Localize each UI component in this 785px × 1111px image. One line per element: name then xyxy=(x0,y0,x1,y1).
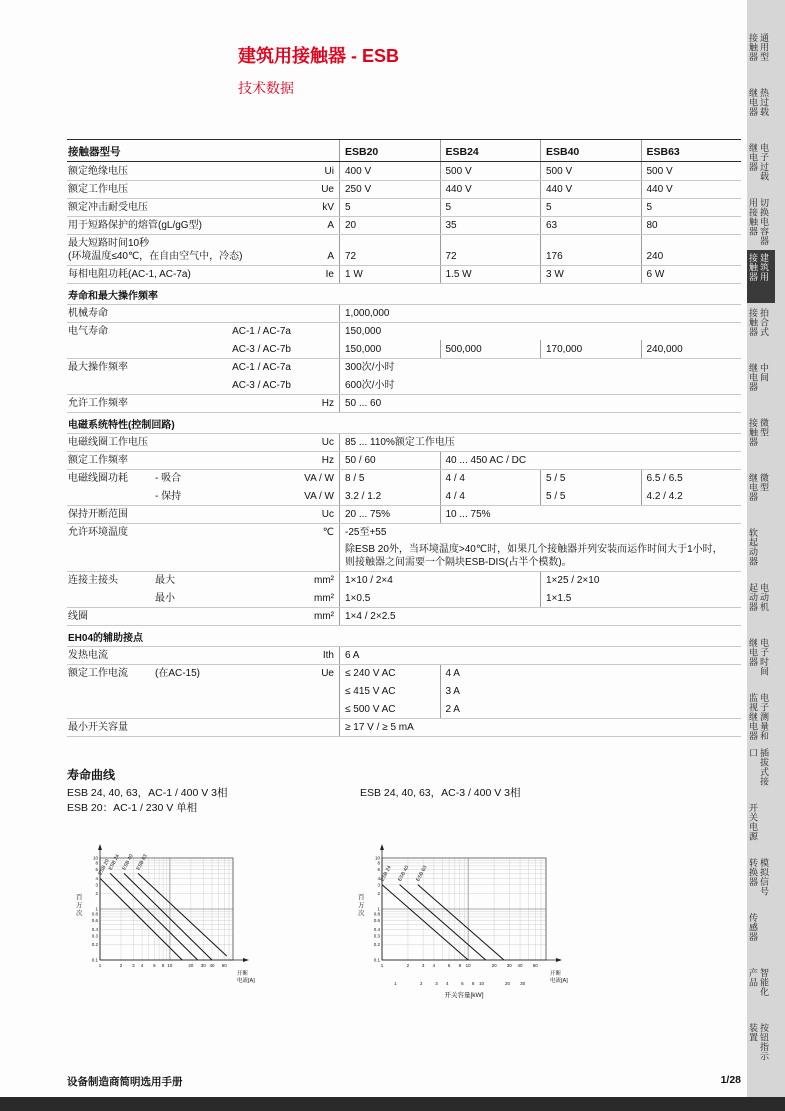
table-cell: ≤ 500 V AC xyxy=(339,700,440,718)
svg-text:20: 20 xyxy=(491,963,497,968)
table-row: 最大短路时间10秒 (环境温度≤40℃，在自由空气中，冷态) A 72 72 176 240 xyxy=(67,234,741,265)
table-row xyxy=(67,682,741,700)
svg-text:次: 次 xyxy=(358,910,365,917)
svg-text:2: 2 xyxy=(95,891,98,897)
table-row: 每相电阻功耗(AC-1, AC-7a) Ie 1 W 1.5 W 3 W 6 W xyxy=(67,265,741,283)
sidebar-tab-14[interactable]: 插拔式接 口 xyxy=(748,748,769,786)
svg-text:ESB 40: ESB 40 xyxy=(121,853,135,872)
svg-text:0.1: 0.1 xyxy=(373,957,380,963)
table-row: 电气寿命 AC-1 / AC-7a 150,000 xyxy=(67,322,741,340)
table-cell: 500 V xyxy=(540,162,641,180)
table-cell: 3 W xyxy=(540,266,641,283)
bottom-bar xyxy=(0,1097,785,1111)
table-cell: 72 xyxy=(339,235,440,265)
svg-text:30: 30 xyxy=(520,981,526,986)
table-cell: 1×10 / 2×4 xyxy=(339,572,540,589)
svg-text:开断: 开断 xyxy=(550,971,562,977)
svg-text:60: 60 xyxy=(221,963,227,968)
table-cell: 50 ... 60 xyxy=(339,395,741,412)
table-cell: 150,000 xyxy=(339,323,741,340)
svg-text:6: 6 xyxy=(461,981,464,986)
svg-text:10: 10 xyxy=(92,855,98,861)
table-cell: 5 / 5 xyxy=(540,470,641,487)
table-row: 最大操作频率 AC-1 / AC-7a 300次/小时 xyxy=(67,358,741,376)
table-cell: 5 xyxy=(339,199,440,216)
table-row: 连接主接头 最大 mm² 1×10 / 2×4 1×25 / 2×10 xyxy=(67,571,741,589)
svg-text:30: 30 xyxy=(200,963,206,968)
svg-text:1: 1 xyxy=(380,963,384,968)
svg-text:10: 10 xyxy=(479,981,485,986)
table-cell: 1×1.5 xyxy=(540,589,741,607)
sidebar-tab-19[interactable]: 按钮指示 装置 xyxy=(748,1023,769,1061)
category-sidebar xyxy=(747,0,785,1097)
svg-text:8: 8 xyxy=(95,860,98,866)
table-cell: 50 / 60 xyxy=(339,452,440,469)
table-cell: 440 V xyxy=(641,181,742,198)
sidebar-tab-7[interactable]: 中间 继电器 xyxy=(748,363,769,392)
svg-text:0.3: 0.3 xyxy=(91,933,98,939)
svg-text:20: 20 xyxy=(188,963,194,968)
table-cell: 85 ... 110%额定工作电压 xyxy=(339,434,741,451)
table-cell: 6 W xyxy=(641,266,742,283)
table-cell: 1 W xyxy=(339,266,440,283)
table-cell: 40 ... 450 AC / DC xyxy=(440,452,742,469)
sidebar-tab-5[interactable]: 建筑用 接触器 xyxy=(747,250,775,303)
table-row: 电磁线圈功耗 - 吸合 VA / W 8 / 5 4 / 4 5 / 5 6.5 / 6.5 xyxy=(67,469,741,487)
svg-text:百: 百 xyxy=(76,894,83,901)
table-cell: 150,000 xyxy=(339,340,440,358)
svg-text:电流[A]: 电流[A] xyxy=(550,978,568,984)
table-row: - 保持 VA / W 3.2 / 1.2 4 / 4 5 / 5 4.2 / 4.2 xyxy=(67,487,741,505)
table-cell: 10 ... 75% xyxy=(440,506,742,523)
page-title: 建筑用接触器 - ESB xyxy=(238,46,400,66)
footer-handbook-title: 设备制造商简明选用手册 xyxy=(67,1076,183,1088)
sidebar-tab-13[interactable]: 电子测量和 监视继电器 xyxy=(748,693,769,741)
life-curve-chart-ac3 xyxy=(350,832,608,1006)
table-cell: 20 xyxy=(339,217,440,234)
svg-text:次: 次 xyxy=(76,910,83,917)
table-row: 额定冲击耐受电压 kV 5 5 5 5 xyxy=(67,198,741,216)
page-subtitle: 技术数据 xyxy=(238,80,294,96)
table-cell: ≤ 415 V AC xyxy=(339,682,440,700)
footer-page-number: 1/28 xyxy=(720,1074,741,1086)
svg-text:30: 30 xyxy=(506,963,512,968)
table-cell: 500 V xyxy=(641,162,742,180)
svg-text:60: 60 xyxy=(532,963,538,968)
sidebar-tab-12[interactable]: 电子时间 继电器 xyxy=(748,638,769,676)
table-cell: 176 xyxy=(540,235,641,265)
svg-text:开关容量[kW]: 开关容量[kW] xyxy=(444,992,484,999)
svg-text:20: 20 xyxy=(504,981,510,986)
table-cell: 1×4 / 2×2.5 xyxy=(339,608,741,625)
svg-text:3: 3 xyxy=(435,981,438,986)
svg-text:2: 2 xyxy=(377,891,380,897)
sidebar-tab-18[interactable]: 智能化 产品 xyxy=(748,968,769,997)
sidebar-tab-1[interactable]: 通用型 接触器 xyxy=(748,33,769,62)
svg-text:百: 百 xyxy=(358,894,365,901)
table-row: 额定工作频率 Hz 50 / 60 40 ... 450 AC / DC xyxy=(67,451,741,469)
life-curve-caption-right: ESB 24, 40, 63，AC-3 / 400 V 3相 xyxy=(360,787,521,799)
svg-text:ESB 24: ESB 24 xyxy=(107,853,121,872)
table-section-row: 寿命和最大操作频率 xyxy=(67,283,741,304)
svg-text:电流[A]: 电流[A] xyxy=(237,978,255,984)
table-cell: 400 V xyxy=(339,162,440,180)
table-cell: 500,000 xyxy=(440,340,541,358)
table-cell: 80 xyxy=(641,217,742,234)
table-cell: 240 xyxy=(641,235,742,265)
sidebar-tab-2[interactable]: 热过载 继电器 xyxy=(748,88,769,117)
svg-text:4: 4 xyxy=(95,875,98,881)
svg-text:开断: 开断 xyxy=(237,971,249,977)
svg-text:4: 4 xyxy=(377,875,380,881)
svg-text:3: 3 xyxy=(421,963,425,968)
svg-text:0.2: 0.2 xyxy=(373,942,380,948)
svg-text:8: 8 xyxy=(377,860,380,866)
table-cell: 8 / 5 xyxy=(339,470,440,487)
svg-text:万: 万 xyxy=(76,902,83,909)
table-cell: 170,000 xyxy=(540,340,641,358)
sidebar-tab-3[interactable]: 电子过载 继电器 xyxy=(748,143,769,181)
sidebar-tab-11[interactable]: 电动机 起动器 xyxy=(748,583,769,612)
table-section-row: EH04的辅助接点 xyxy=(67,625,741,646)
table-cell: 3.2 / 1.2 xyxy=(339,487,440,505)
table-cell: 5 xyxy=(641,199,742,216)
table-row: 机械寿命 1,000,000 xyxy=(67,304,741,322)
life-curves-title: 寿命曲线 xyxy=(67,768,116,782)
svg-text:ESB 20: ESB 20 xyxy=(97,858,111,877)
sidebar-tab-4[interactable]: 切换电容器 用接触器 xyxy=(748,198,769,246)
table-cell: 1.5 W xyxy=(440,266,541,283)
table-cell: 6.5 / 6.5 xyxy=(641,470,742,487)
svg-text:3: 3 xyxy=(377,882,380,888)
table-row: 最小 mm² 1×0.5 1×1.5 xyxy=(67,589,741,607)
svg-text:8: 8 xyxy=(161,963,165,968)
table-cell: 440 V xyxy=(440,181,541,198)
table-cell: 72 xyxy=(440,235,541,265)
table-cell: 6 A xyxy=(339,647,741,664)
svg-text:0.3: 0.3 xyxy=(373,933,380,939)
life-curve-chart-ac1 xyxy=(70,832,282,988)
table-cell: 600次/小时 xyxy=(339,376,741,394)
table-row: 线圈 mm² 1×4 / 2×2.5 xyxy=(67,607,741,625)
table-row: AC-3 / AC-7b 150,000 500,000 170,000 240,000 xyxy=(67,340,741,358)
column-header: ESB24 xyxy=(440,140,541,161)
svg-text:0.8: 0.8 xyxy=(91,911,98,917)
table-row: 最小开关容量 ≥ 17 V / ≥ 5 mA xyxy=(67,718,741,736)
svg-text:ESB 24: ESB 24 xyxy=(379,864,393,883)
table-header-row: 接触器型号 ESB20 ESB24 ESB40 ESB63 xyxy=(67,139,741,162)
svg-text:2: 2 xyxy=(420,981,423,986)
table-cell: 除ESB 20外，当环境温度>40℃时，如果几个接触器并列安装而运作时间大于1小时， 则接触器之间需要一个隔块ESB-DIS(占半个模数)。 xyxy=(339,541,741,571)
table-cell: 500 V xyxy=(440,162,541,180)
table-cell: 5 xyxy=(540,199,641,216)
svg-text:2: 2 xyxy=(119,963,123,968)
table-row: 额定绝缘电压 Ui 400 V 500 V 500 V 500 V xyxy=(67,162,741,180)
life-curve-caption-left: ESB 24, 40, 63，AC-1 / 400 V 3相 ESB 20：AC-1 / 230 V 单相 xyxy=(67,787,228,814)
svg-text:10: 10 xyxy=(465,963,471,968)
svg-text:6: 6 xyxy=(153,963,156,968)
table-row: AC-3 / AC-7b 600次/小时 xyxy=(67,376,741,394)
svg-text:万: 万 xyxy=(358,902,365,909)
table-cell: 1×25 / 2×10 xyxy=(540,572,741,589)
table-section-row: 电磁系统特性(控制回路) xyxy=(67,412,741,433)
svg-text:2: 2 xyxy=(406,963,410,968)
table-cell: 1×0.5 xyxy=(339,589,540,607)
table-cell: 35 xyxy=(440,217,541,234)
column-header: ESB20 xyxy=(339,140,440,161)
svg-text:ESB 63: ESB 63 xyxy=(135,853,149,872)
svg-text:1: 1 xyxy=(394,981,397,986)
svg-text:3: 3 xyxy=(132,963,135,968)
svg-text:1: 1 xyxy=(95,906,98,912)
svg-text:8: 8 xyxy=(471,981,475,986)
table-cell: 300次/小时 xyxy=(339,359,741,376)
table-row: 额定工作电压 Ue 250 V 440 V 440 V 440 V xyxy=(67,180,741,198)
sidebar-tab-17[interactable]: 传感器 xyxy=(748,913,758,942)
svg-text:0.4: 0.4 xyxy=(373,926,380,932)
table-cell: 440 V xyxy=(540,181,641,198)
table-row: 发热电流 Ith 6 A xyxy=(67,646,741,664)
sidebar-tab-6[interactable]: 拍合式 接触器 xyxy=(748,308,769,337)
table-cell: -25至+55 xyxy=(339,524,741,541)
svg-text:1: 1 xyxy=(98,963,102,968)
sidebar-tab-9[interactable]: 微型 继电器 xyxy=(748,473,769,502)
table-cell: 4 A xyxy=(440,665,742,682)
table-cell: ≤ 240 V AC xyxy=(339,665,440,682)
svg-text:1: 1 xyxy=(377,906,380,912)
page-footer xyxy=(67,1074,741,1089)
svg-text:10: 10 xyxy=(374,855,380,861)
column-header: ESB40 xyxy=(540,140,641,161)
svg-text:0.6: 0.6 xyxy=(91,917,98,923)
svg-text:4: 4 xyxy=(432,963,436,968)
svg-text:8: 8 xyxy=(458,963,462,968)
svg-text:3: 3 xyxy=(95,882,98,888)
svg-text:40: 40 xyxy=(209,963,215,968)
table-row: 保持开断范围 Uc 20 ... 75% 10 ... 75% xyxy=(67,505,741,523)
table-cell: 5 / 5 xyxy=(540,487,641,505)
svg-text:0.1: 0.1 xyxy=(91,957,98,963)
table-cell: 4 / 4 xyxy=(440,470,541,487)
table-cell: 250 V xyxy=(339,181,440,198)
table-row: 允许环境温度 ℃ -25至+55 xyxy=(67,523,741,541)
table-cell: 2 A xyxy=(440,700,742,718)
sidebar-tab-16[interactable]: 模拟信号 转换器 xyxy=(748,858,769,896)
svg-text:0.4: 0.4 xyxy=(91,926,98,932)
svg-text:6: 6 xyxy=(447,963,451,968)
svg-text:10: 10 xyxy=(167,963,173,968)
table-cell: 240,000 xyxy=(641,340,742,358)
table-row: 允许工作频率 Hz 50 ... 60 xyxy=(67,394,741,412)
table-cell: ≥ 17 V / ≥ 5 mA xyxy=(339,719,741,736)
svg-text:6: 6 xyxy=(95,866,98,872)
svg-text:40: 40 xyxy=(517,963,523,968)
column-header: ESB63 xyxy=(641,140,742,161)
table-row xyxy=(67,700,741,718)
table-cell: 5 xyxy=(440,199,541,216)
technical-data-table xyxy=(67,139,741,737)
table-cell: 63 xyxy=(540,217,641,234)
sidebar-tab-15[interactable]: 开关电源 xyxy=(748,803,758,841)
svg-text:0.2: 0.2 xyxy=(91,942,98,948)
table-row xyxy=(67,541,741,571)
svg-text:6: 6 xyxy=(377,866,380,872)
svg-text:0.6: 0.6 xyxy=(373,917,380,923)
svg-text:0.8: 0.8 xyxy=(373,911,380,917)
svg-text:ESB 63: ESB 63 xyxy=(415,864,429,883)
table-cell: 3 A xyxy=(440,682,742,700)
table-row: 用于短路保护的熔管(gL/gG型) A 20 35 63 80 xyxy=(67,216,741,234)
table-cell: 4.2 / 4.2 xyxy=(641,487,742,505)
table-cell: 20 ... 75% xyxy=(339,506,440,523)
table-row: 电磁线圈工作电压 Uc 85 ... 110%额定工作电压 xyxy=(67,433,741,451)
table-row: 额定工作电流 (在AC-15) Ue ≤ 240 V AC 4 A xyxy=(67,664,741,682)
sidebar-tab-10[interactable]: 软起动器 xyxy=(748,528,758,566)
sidebar-tab-8[interactable]: 微型 接触器 xyxy=(748,418,769,447)
table-cell: 1,000,000 xyxy=(339,305,741,322)
svg-text:4: 4 xyxy=(140,963,144,968)
svg-text:4: 4 xyxy=(445,981,449,986)
svg-text:ESB 40: ESB 40 xyxy=(397,864,411,883)
table-cell: 4 / 4 xyxy=(440,487,541,505)
